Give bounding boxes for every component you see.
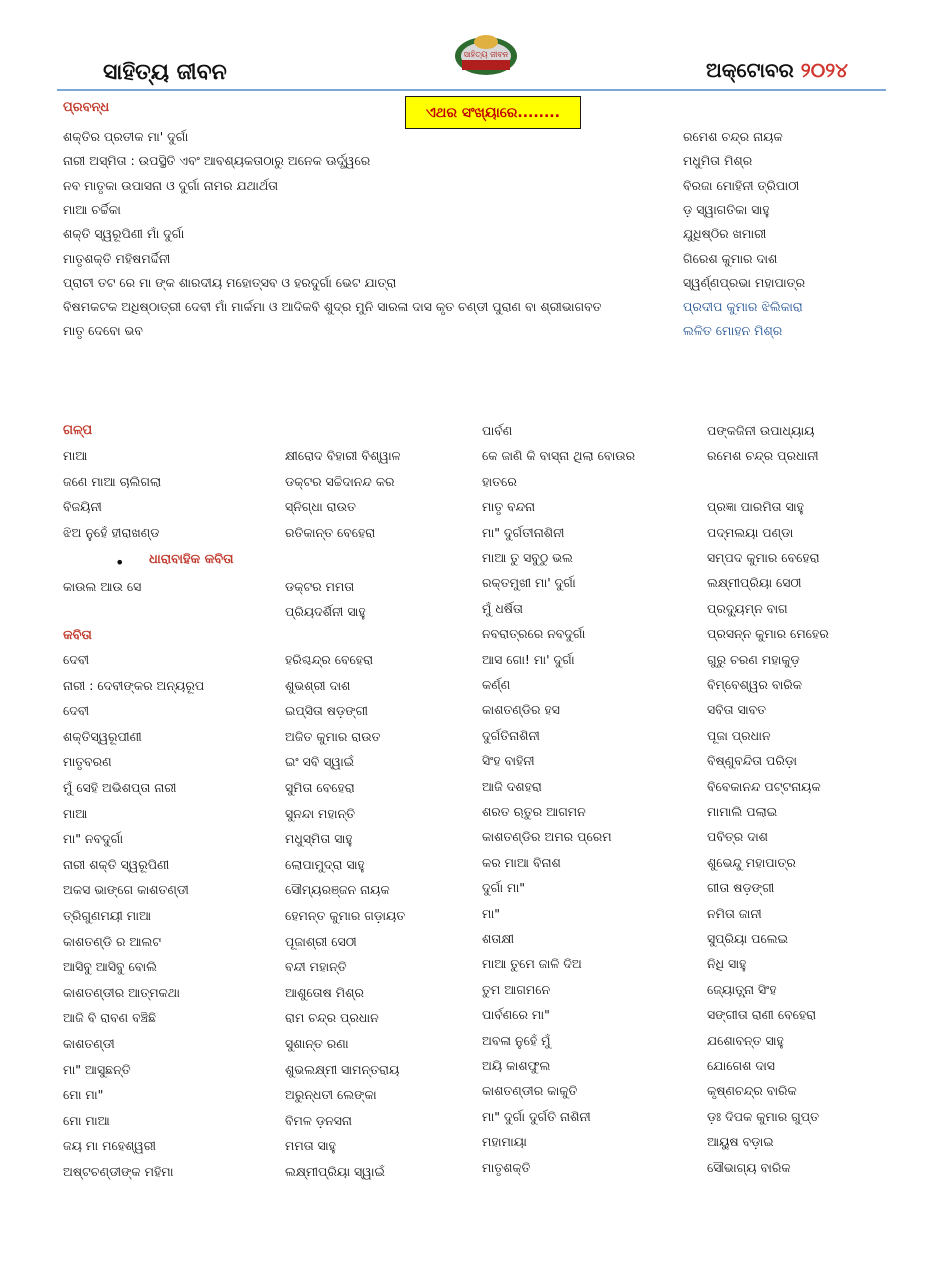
section-heading-dharabahika: ଧାରାବାହିକ କବିତା <box>149 552 234 567</box>
entry-title: ଶତାକ୍ଷୀ <box>482 931 515 946</box>
entry-author: ରାମ ଚନ୍ଦ୍ର ପ୍ରଧାନ <box>285 1010 379 1026</box>
entry-author: ବିଷ୍ଣୁବନ୍ଦିତା ପରିଡ଼ା <box>707 753 797 769</box>
entry-title: ଆଜି ଦଶହରା <box>482 778 542 794</box>
entry-author: ଲକ୍ଷ୍ମୀପ୍ରିୟା ସ୍ୱାଇଁ <box>285 1164 385 1179</box>
entry-title: ପାର୍ବଣରେ ମା" <box>482 1007 550 1023</box>
entry-author: ବିମ୍ବେଶ୍ୱର ବାରିକ <box>707 677 802 692</box>
entry-author: ପବିତ୍ର ଦାଶ <box>707 829 768 845</box>
entry-author: ସମ୍ପଦ କୁମାର ବେହେରା <box>707 550 820 565</box>
entry-title: ମାଆ ତୁ ସବୁଠୁ ଭଲ <box>482 550 573 565</box>
entry-author: ଗୁରୁ ଚରଣ ମହାକୁଡ଼ <box>707 651 800 667</box>
entry-title: ଦୁର୍ଗା ମା" <box>482 880 525 896</box>
entry-title: ଝିଅ ନୁହେଁ ହୀରାଖଣ୍ଡ <box>63 525 160 541</box>
entry-title: ରକ୍ତମୁଖୀ ମା' ଦୁର୍ଗା <box>482 575 576 591</box>
entry-author: ବନ୍ଦୀ ମହାନ୍ତି <box>285 959 347 975</box>
entry-title: ମା" ଦୁର୍ଗା ଦୁର୍ଗତି ନାଶିନୀ <box>482 1108 591 1124</box>
entry-author: ସବିତା ସାବତ <box>707 702 767 718</box>
issue-date <box>706 58 848 82</box>
entry-title: ମାଆ ତୁମେ ଜାଳି ଦିଅ <box>482 956 582 972</box>
issue-month: ଅକ୍ଟୋବର <box>706 58 794 82</box>
serial-poem-author-cont: ପ୍ରିୟଦର୍ଶିନୀ ସାହୁ <box>285 604 366 619</box>
entry-title: କାଶତଣ୍ଡିର ହସ <box>482 702 560 718</box>
entry-author: ପୂଜାଶ୍ରୀ ସେଠୀ <box>285 933 357 949</box>
entry-author: ଯୁଧିଷ୍ଠିର ଖମାରୀ <box>683 226 767 242</box>
entry-title: ବିଜୟିନୀ <box>63 499 102 515</box>
entry-title: ହାତରେ <box>482 473 517 489</box>
entry-author: ରମେଶ ଚନ୍ଦ୍ର ନାୟକ <box>683 129 783 144</box>
entry-author: ଯଶୋବନ୍ତ ସାହୁ <box>707 1032 784 1048</box>
entry-title: ଆସିବୁ ଆସିବୁ ବୋଲି <box>63 959 158 975</box>
entry-title: ମା" <box>482 905 500 921</box>
entry-author: ସୁମିତା ବେହେରା <box>285 780 355 795</box>
entry-author: ମମତା ସାହୁ <box>285 1138 336 1154</box>
entry-author: ଗୀତା ଷଡ଼ଙ୍ଗୀ <box>707 880 775 896</box>
entry-title: ମା" ଆସୁଛନ୍ତି <box>63 1061 131 1077</box>
entry-title: କେ ଜାଣି କି ବାସ୍ନା ଥିଲା ବୋଉର <box>482 448 636 464</box>
entry-author: ଅଜିତ କୁମାର ରାଉତ <box>285 728 381 744</box>
entry-author: ପୂଜା ପ୍ରଧାନ <box>707 727 771 743</box>
entry-author: ଗିରେଶ କୁମାର ଦାଶ <box>683 250 778 266</box>
entry-author: ପ୍ରଦୀପ କୁମାର ଝିଲିକାରା <box>683 299 803 315</box>
entry-title: ମା" ଦୁର୍ଗତୀନାଶିନୀ <box>482 524 565 540</box>
entry-title: କାଶତଣ୍ଡୀର ଆତ୍ମକଥା <box>63 984 180 1000</box>
entry-author: ଲୋପାମୁଦ୍ରା ସାହୁ <box>285 856 365 872</box>
entry-title: ମାଆ <box>63 805 88 821</box>
entry-author: ଡ଼ ସ୍ୱାଗତିକା ସାହୁ <box>683 201 770 217</box>
entry-title: ମାତୃଶକ୍ତି <box>482 1159 531 1175</box>
entry-title: ଆଜି ବି ରାବଣ ବଞ୍ଚିଛି <box>63 1010 157 1026</box>
entry-title: ଶକ୍ତିସ୍ୱରୂପୀଣୀ <box>63 728 142 744</box>
entry-author: ଲକ୍ଷ୍ମୀପ୍ରିୟା ସେଠୀ <box>707 575 802 591</box>
entry-author: ମଧୁମିତା ମିଶ୍ର <box>683 153 753 169</box>
entry-author: ରତିକାନ୍ତ ବେହେରା <box>285 525 376 541</box>
entry-author: ନମିତା ଜାନୀ <box>707 905 762 921</box>
bullet-icon: • <box>115 553 125 572</box>
entry-title: ମାତୃ ଦେବୋ ଭବ <box>63 323 143 339</box>
entry-author: ହରିଶ୍ଚନ୍ଦ୍ର ବେହେରା <box>285 652 374 667</box>
entry-title: ନବ ମାତୃକା ଉପାସନା ଓ ଦୁର୍ଗା ନାମର ଯଥାର୍ଥତା <box>63 177 279 193</box>
entry-author: ସ୍ୱର୍ଣ୍ଣପ୍ରଭା ମହାପାତ୍ର <box>683 274 806 290</box>
entry-author: ଅରୁନ୍ଧତୀ ଲେଙ୍କା <box>285 1087 377 1103</box>
entry-author: ଲଳିତ ମୋହନ ମିଶ୍ର <box>683 323 783 339</box>
entry-title: ଦୁର୍ଗତିନାଶିନୀ <box>482 727 540 743</box>
logo-text: ସାହିତ୍ୟ ଜୀବନ <box>463 50 509 59</box>
entry-author: କ୍ଷୀରୋଦ ବିହାରୀ ବିଶ୍ୱାଳ <box>285 448 401 463</box>
entry-title: ନାରୀ : ଦେବୀଙ୍କର ଅନ୍ୟରୂପ <box>63 677 205 693</box>
entry-author: ନିଧି ସାହୁ <box>707 956 747 972</box>
entry-title: କର ମାଆ ବିନାଶ <box>482 854 561 870</box>
entry-author: ହେମନ୍ତ କୁମାର ଗଡ଼ାୟତ <box>285 908 406 923</box>
entry-author: ଇଂ ସବି ସ୍ୱାଇଁ <box>285 754 355 770</box>
issue-year: ୨୦୨୪ <box>800 58 849 82</box>
entry-author: ପ୍ରଦ୍ୟୁମ୍ନ ବାଗ <box>707 600 788 616</box>
entry-author: ସୌମ୍ୟରଞ୍ଜନ ନାୟକ <box>285 882 390 898</box>
entry-title: ନବରାତ୍ରରେ ନବଦୁର୍ଗା <box>482 626 586 642</box>
entry-author: ଡ଼ଃ ଦିପକ କୁମାର ଗୁପ୍ତ <box>707 1108 820 1124</box>
entry-author: ସଙ୍ଗୀତା ରାଣୀ ବେହେରା <box>707 1007 817 1023</box>
entry-author: ପଦ୍ମଲୟା ପଣ୍ଡା <box>707 524 794 540</box>
entry-author: ଇପ୍ସିତା ଷଡ଼ଙ୍ଗୀ <box>285 703 368 719</box>
entry-author: କୃଷ୍ଣଚନ୍ଦ୍ର ବାରିକ <box>707 1083 797 1099</box>
entry-title: ମାତୃବରଣ <box>63 754 112 770</box>
entry-title: ଅବଳା ନୁହେଁ ମୁଁ <box>482 1032 551 1048</box>
entry-author: ଶୁଭଶ୍ରୀ ଦାଶ <box>285 677 351 693</box>
entry-author: ଯୋଗେଶ ଦାସ <box>707 1058 775 1073</box>
entry-author: ସୁନନ୍ଦା ମହାନ୍ତି <box>285 805 356 821</box>
entry-title: ମା" ନବଦୁର୍ଗା <box>63 831 124 847</box>
serial-poem-author: ଡକ୍ଟର ମମତା <box>285 579 355 594</box>
entry-title: ଅକସ ଭାଙ୍ଗେ କାଶତଣ୍ଡୀ <box>63 882 189 898</box>
entry-title: ମୋ ମାଆ <box>63 1112 110 1128</box>
entry-title: ଜଣେ ମାଆ ଚାଲିଗଲା <box>63 473 162 489</box>
magazine-logo <box>452 30 520 78</box>
entry-title: କାଶତଣ୍ଡୀ <box>63 1036 115 1051</box>
entry-author: ଶୁଭଲକ୍ଷ୍ମୀ ସାମନ୍ତରାୟ <box>285 1061 400 1077</box>
entry-title: ମାତୃଶକ୍ତି ମହିଷମର୍ଦ୍ଦିନୀ <box>63 250 171 266</box>
entry-title: ମୁଁ ସେହି ଅଭିଶପ୍ତା ନାରୀ <box>63 780 177 795</box>
entry-title: ବିଷମକଟକ ଅଧିଷ୍ଠାତ୍ରୀ ଦେବୀ ମାଁ ମାର୍କମା ଓ ଆଦିକବି ଶୁଦ୍ର ମୁନି ସାରଳା ଦାସ କୃତ ଚଣ୍ଡୀ ପୁରାଣ ବା ଶ୍ରୀଭାଗବତ <box>63 299 602 315</box>
entry-title: ପାର୍ବଣ <box>482 423 513 438</box>
entry-title: ଜୟ ମା ମହେଶ୍ୱରୀ <box>63 1138 156 1154</box>
header-divider <box>57 89 886 91</box>
entry-author: ଡକ୍ଟର ସଚ୍ଚିଦାନନ୍ଦ କର <box>285 473 395 489</box>
entry-title: ମାଆ ଚର୍ଚ୍ଚିକା <box>63 201 121 217</box>
entry-title: ମହାମାୟା <box>482 1134 527 1150</box>
entry-author: ପ୍ରଜ୍ଞା ପାରମିତା ସାହୁ <box>707 499 804 515</box>
entry-author: ଶୁଭେନ୍ଦୁ ମହାପାତ୍ର <box>707 854 796 870</box>
entry-title: ମାତୃ ବନ୍ଦନା <box>482 499 536 515</box>
entry-author: ମଧୁସ୍ମିତା ସାହୁ <box>285 831 353 847</box>
entry-author: ସୁପ୍ରିୟା ପଲେଇ <box>707 931 788 946</box>
entry-author: ବିବେକାନନ୍ଦ ପଟ୍ଟନାୟକ <box>707 778 821 794</box>
entry-title: ଅଷ୍ଟଚଣ୍ଡୀଙ୍କ ମହିମା <box>63 1164 174 1179</box>
entry-title: ତୁମ ଆଗମନେ <box>482 981 551 997</box>
entry-title: ସିଂହ ବାହିନୀ <box>482 753 535 769</box>
entry-author: ସ୍ନିଗ୍ଧା ରାଉତ <box>285 499 356 515</box>
entry-title: ଶକ୍ତି ସ୍ୱରୂପିଣୀ ମାଁ ଦୁର୍ଗା <box>63 226 185 242</box>
entry-author: ପଙ୍କଜିନୀ ଉପାଧ୍ୟାୟ <box>707 423 815 438</box>
serial-poem-title: କାଉଲ ଆଉ ସେ <box>63 579 142 594</box>
section-heading-kabita: କବିତା <box>63 628 92 643</box>
entry-author: ସୌଭାଗ୍ୟ ବାରିକ <box>707 1159 791 1175</box>
entry-title: ମୋ ମା" <box>63 1087 104 1103</box>
entry-title: ଦେବୀ <box>63 652 90 667</box>
entry-title: କାଶତଣ୍ଡୀର କାକୁତି <box>482 1083 578 1099</box>
entry-title: ଆସ ଗୋ! ମା' ଦୁର୍ଗା <box>482 651 575 667</box>
entry-author: ଜ୍ୟୋତ୍ସ୍ନା ସିଂହ <box>707 981 777 997</box>
entry-title: ନାରୀ ଅସ୍ମିତା : ଉପସ୍ଥିତି ଏବଂ ଆବଶ୍ୟକତାଠାରୁ ଅନେକ ଊର୍ଦ୍ଧ୍ୱରେ <box>63 153 371 169</box>
entry-title: କାଶତଣ୍ଡି ର ଆଲଟ <box>63 933 162 949</box>
entry-author: ବିରଜା ମୋହିନୀ ତ୍ରିପାଠୀ <box>683 177 800 193</box>
entry-title: ମୁଁ ଧର୍ଷିତା <box>482 600 523 616</box>
entry-title: ଦେବୀ <box>63 703 90 719</box>
section-heading-prabandha: ପ୍ରବନ୍ଧ <box>63 100 110 115</box>
entry-author: ଆୟୁଷ ବଡ଼ାଇ <box>707 1134 774 1150</box>
entry-title: ମାଆ <box>63 448 88 463</box>
entry-author: ସୁଶାନ୍ତ ରଣା <box>285 1036 349 1051</box>
entry-author: ରମେଶ ଚନ୍ଦ୍ର ପ୍ରଧାନୀ <box>707 448 819 464</box>
entry-title: ପ୍ରାଚୀ ତଟ ରେ ମା ଙ୍କ ଶାରଦୀୟ ମହୋତ୍ସବ ଓ ହରଦୁର୍ଗା ଭେଟ ଯାତ୍ରା <box>63 274 397 290</box>
entry-author: ଆଶୁତୋଷ ମିଶ୍ର <box>285 984 364 1000</box>
entry-title: କର୍ଣ୍ଣ <box>482 677 511 692</box>
magazine-title: ସାହିତ୍ୟ ଜୀବନ <box>103 60 227 85</box>
entry-title: କାଶତଣ୍ଡିର ଅମର ପ୍ରେମ <box>482 829 612 845</box>
contents-banner: ଏଥର ସଂଖ୍ୟାରେ........ <box>405 96 581 129</box>
entry-author: ମାମାଲି ପଲାଇ <box>707 804 778 819</box>
entry-title: ଶକ୍ତିର ପ୍ରତୀକ ମା' ଦୁର୍ଗା <box>63 129 189 144</box>
entry-author: ବିମଳ ଡ଼ନସନା <box>285 1112 352 1128</box>
entry-title: ତ୍ରିଗୁଣମୟୀ ମାଆ <box>63 908 152 923</box>
entry-author: ପ୍ରସନ୍ନ କୁମାର ମେହେର <box>707 626 829 642</box>
section-heading-galpa: ଗଳ୍ପ <box>63 423 93 438</box>
entry-title: ଅୟି କାଶଫୁଲ <box>482 1058 551 1073</box>
entry-title: ଶରତ ଋତୁର ଆଗମନ <box>482 804 586 819</box>
entry-title: ନାରୀ ଶକ୍ତି ସ୍ୱରୂପିଣୀ <box>63 856 170 872</box>
